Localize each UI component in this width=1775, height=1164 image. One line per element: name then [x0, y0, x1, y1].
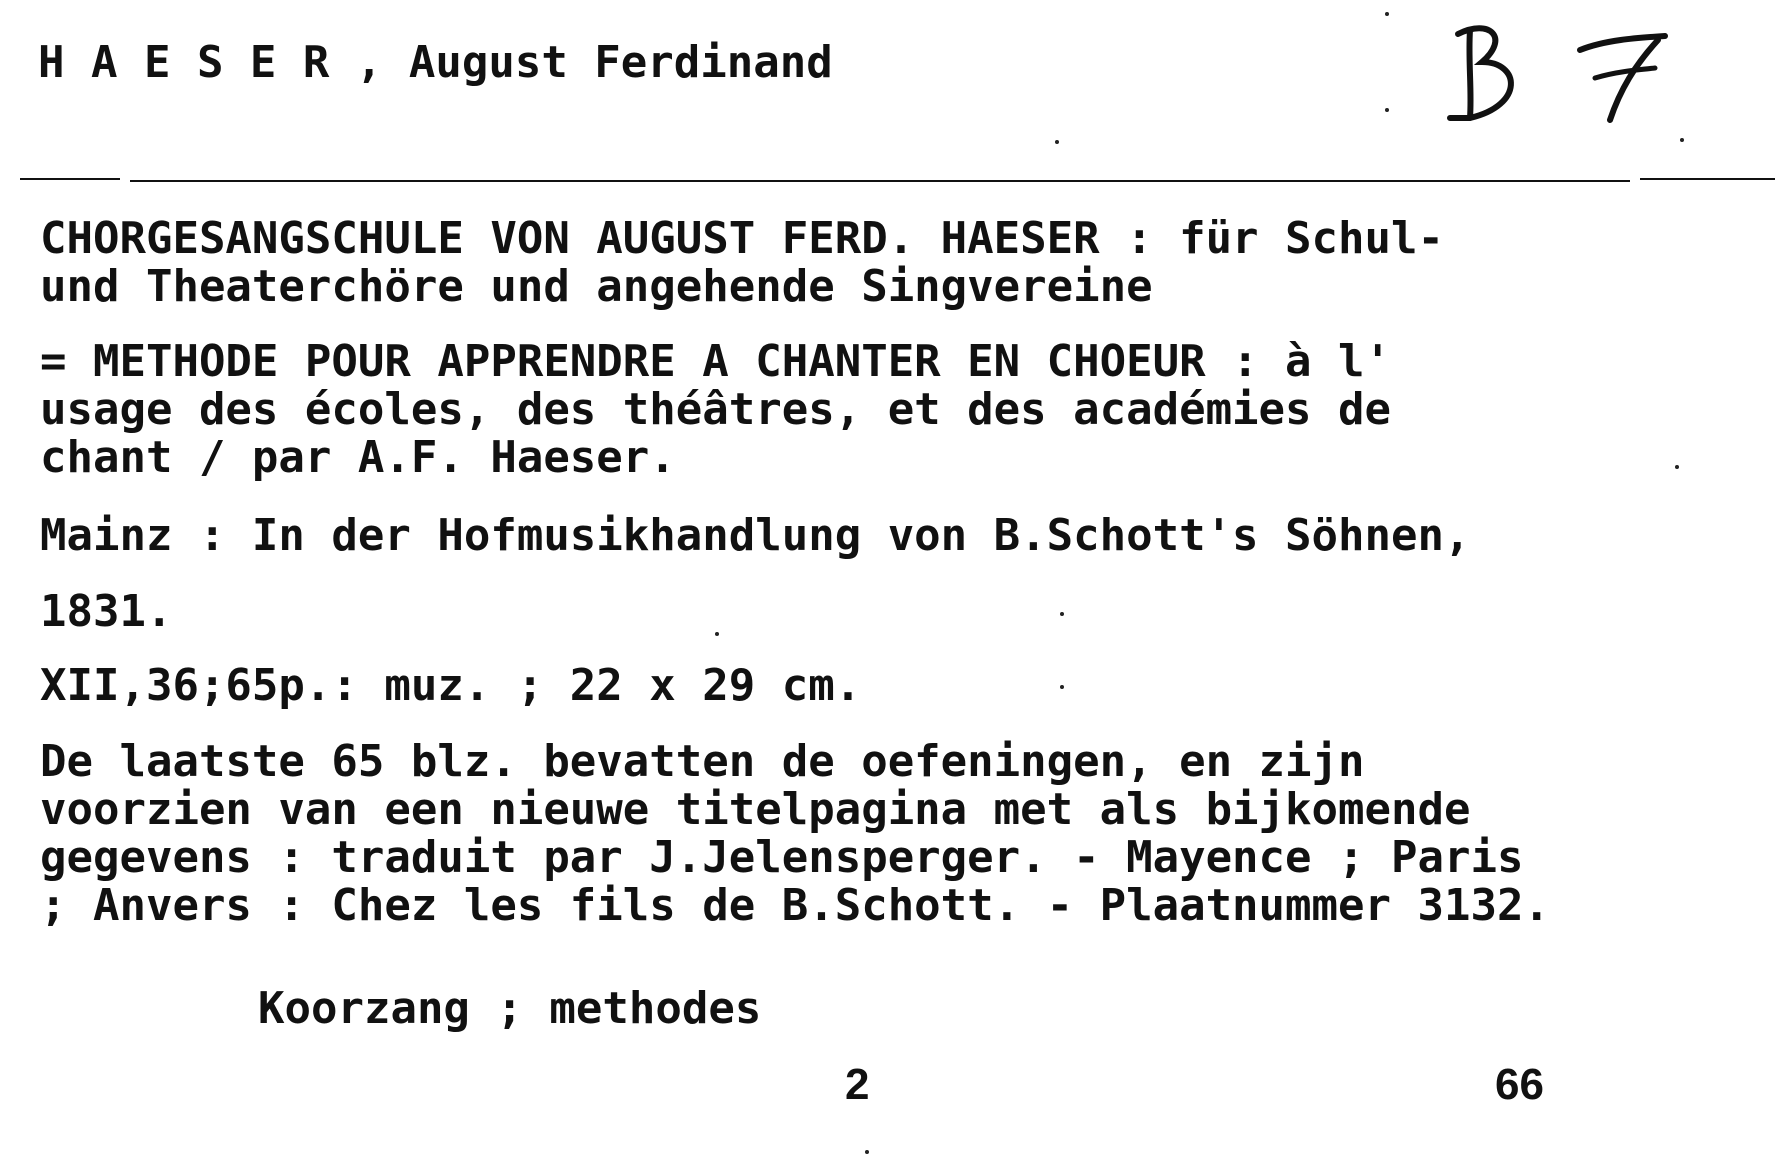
subject-heading: Koorzang ; methodes: [258, 983, 762, 1034]
note-line-4: ; Anvers : Chez les fils de B.Schott. - Plaatnummer 3132.: [40, 880, 1550, 931]
scan-speck: [1060, 612, 1064, 616]
scan-speck: [1060, 685, 1064, 689]
note-line-2: voorzien van een nieuwe titelpagina met als bijkomende: [40, 784, 1471, 835]
parallel-title-line-3: chant / par A.F. Haeser.: [40, 432, 676, 483]
author-heading: H A E S E R , August Ferdinand: [38, 37, 833, 88]
divider-line: [130, 180, 1630, 182]
scan-speck: [1385, 12, 1389, 16]
scan-speck: [865, 1150, 869, 1154]
note-line-1: De laatste 65 blz. bevatten de oefeningen, en zijn: [40, 736, 1365, 787]
title-line-1: CHORGESANGSCHULE VON AUGUST FERD. HAESER : für Schul-: [40, 213, 1444, 264]
divider-segment: [1640, 178, 1775, 180]
collation-line: XII,36;65p.: muz. ; 22 x 29 cm.: [40, 660, 862, 711]
parallel-title-line-1: = METHODE POUR APPRENDRE A CHANTER EN CHOEUR : à l': [40, 336, 1392, 387]
card-number-right: 66: [1495, 1060, 1544, 1109]
note-line-3: gegevens : traduit par J.Jelensperger. - Mayence ; Paris: [40, 832, 1524, 883]
shelf-mark-handwritten: [1430, 10, 1680, 130]
scan-speck: [1675, 465, 1679, 469]
scan-speck: [1385, 108, 1389, 112]
parallel-title-line-2: usage des écoles, des théâtres, et des académies de: [40, 384, 1392, 435]
divider-segment: [20, 178, 120, 180]
title-line-2: und Theaterchöre und angehende Singvereine: [40, 261, 1153, 312]
card-number-left: 2: [845, 1060, 870, 1109]
imprint-line: Mainz : In der Hofmusikhandlung von B.Schott's Söhnen,: [40, 510, 1471, 561]
scan-speck: [1680, 138, 1684, 142]
scan-speck: [1055, 140, 1059, 144]
year-line: 1831.: [40, 586, 173, 637]
scan-speck: [715, 632, 719, 636]
